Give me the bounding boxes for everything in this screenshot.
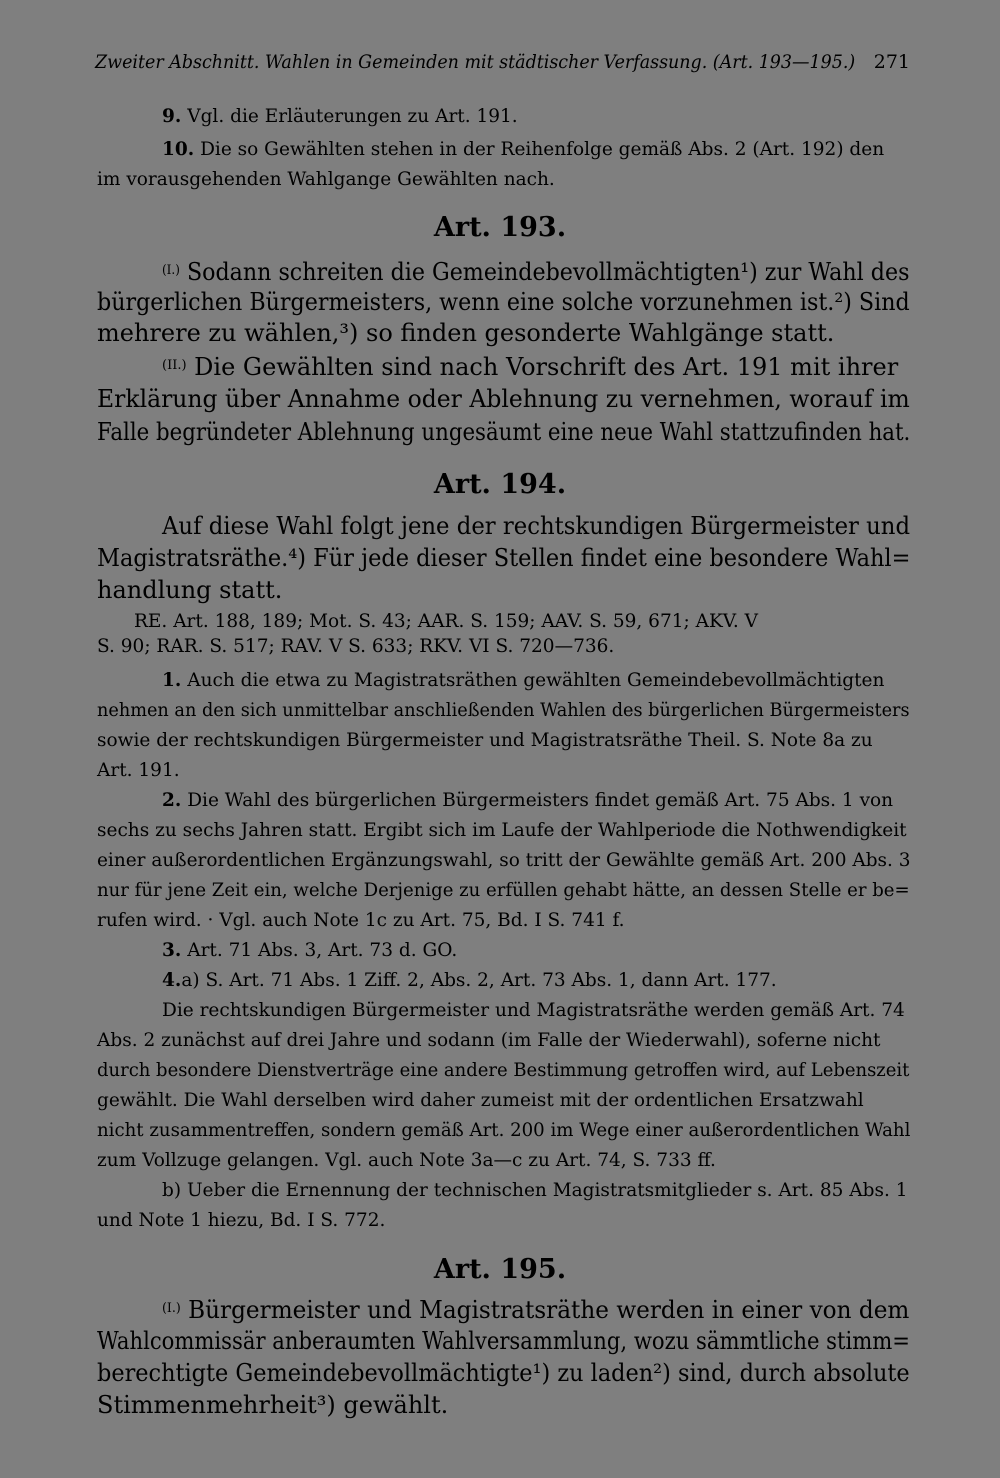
running-title: Zweiter Abschnitt. Wahlen in Gemeinden mit städtischer Verfassung. (Art. 193—195.) [95,51,856,73]
note-line: gewählt. Die Wahl derselben wird daher zumeist mit der ordentlichen Ersatzwahl [97,1090,864,1111]
note-line: einer außerordentlichen Ergänzungswahl, so tritt der Gewählte gemäß Art. 200 Abs. 3 [97,850,911,871]
note-line: 10. Die so Gewählten stehen in der Reihenfolge gemäß Abs. 2 (Art. 192) den [162,139,885,160]
article-text-line: Erklärung über Annahme oder Ablehnung zu vernehmen, worauf im [97,385,910,413]
note-line: sechs zu sechs Jahren statt. Ergibt sich im Laufe der Wahlperiode die Nothwendigkeit [97,820,907,841]
note-line: nur für jene Zeit ein, welche Derjenige zu erfüllen gehabt hätte, an dessen Stelle er be= [97,880,910,901]
note-line: nicht zusammentreffen, sondern gemäß Art. 200 im Wege einer außerordentlichen Wahl [97,1120,911,1141]
article-text-line: $^{(II.)}$ Die Gewählten sind nach Vorschrift des Art. 191 mit ihrer [162,353,899,381]
note-line: 2. Die Wahl des bürgerlichen Bürgermeisters findet gemäß Art. 75 Abs. 1 von [162,790,894,811]
article-text-line: Wahlcommissär anberaumten Wahlversammlung, wozu sämmtliche stimm= [97,1327,911,1355]
running-header [95,45,910,79]
article-text-line: berechtigte Gemeindebevollmächtigte¹) zu laden²) sind, durch absolute [97,1359,910,1387]
article-text-line: Falle begründeter Ablehnung ungesäumt eine neue Wahl stattzufinden hat. [97,418,911,446]
article-text-line: handlung statt. [97,576,283,604]
article-heading: Art. 193. [433,212,567,243]
note-line: Die rechtskundigen Bürgermeister und Magistratsräthe werden gemäß Art. 74 [162,1000,905,1021]
note-line: durch besondere Dienstverträge eine andere Bestimmung getroffen wird, auf Lebenszeit [97,1060,910,1081]
article-text-line: Auf diese Wahl folgt jene der rechtskundigen Bürgermeister und [162,512,911,540]
article-text-line: mehrere zu wählen,³) so finden gesonderte Wahlgänge statt. [97,319,835,347]
article-text-line: Magistratsräthe.⁴) Für jede dieser Stellen findet eine besondere Wahl= [97,544,911,572]
reference-line: RE. Art. 188, 189; Mot. S. 43; AAR. S. 159; AAV. S. 59, 671; AKV. V [134,611,759,632]
note-line: im vorausgehenden Wahlgange Gewählten nach. [97,169,555,190]
article-heading: Art. 195. [433,1254,567,1285]
note-line: 3. Art. 71 Abs. 3, Art. 73 d. GO. [162,940,458,961]
note-line: 1. Auch die etwa zu Magistratsräthen gewählten Gemeindebevollmächtigten [162,670,885,691]
article-text-line: $^{(I.)}$ Bürgermeister und Magistratsräthe werden in einer von dem [162,1296,910,1324]
note-line: nehmen an den sich unmittelbar anschließenden Wahlen des bürgerlichen Bürgermeisters [97,700,910,721]
note-line: rufen wird. · Vgl. auch Note 1c zu Art. 75, Bd. I S. 741 f. [97,910,625,931]
reference-line: S. 90; RAR. S. 517; RAV. V S. 633; RKV. VI S. 720—736. [97,636,615,657]
note-line: 9. Vgl. die Erläuterungen zu Art. 191. [162,106,518,127]
article-text-line: Stimmenmehrheit³) gewählt. [97,1391,449,1419]
note-line: und Note 1 hiezu, Bd. I S. 772. [97,1210,386,1231]
article-heading: Art. 194. [433,469,567,500]
note-line: sowie der rechtskundigen Bürgermeister und Magistratsräthe Theil. S. Note 8a zu [97,730,873,751]
note-line: 4.a) S. Art. 71 Abs. 1 Ziff. 2, Abs. 2, Art. 73 Abs. 1, dann Art. 177. [162,970,777,991]
note-line: Art. 191. [97,760,180,781]
note-line: Abs. 2 zunächst auf drei Jahre und sodann (im Falle der Wiederwahl), soferne nicht [97,1030,881,1051]
page-number: 271 [873,51,910,73]
note-line: zum Vollzuge gelangen. Vgl. auch Note 3a—c zu Art. 74, S. 733 ff. [97,1150,716,1171]
article-text-line: $^{(I.)}$ Sodann schreiten die Gemeindebevollmächtigten¹) zur Wahl des [162,258,910,286]
article-text-line: bürgerlichen Bürgermeisters, wenn eine solche vorzunehmen ist.²) Sind [97,288,910,316]
note-line: b) Ueber die Ernennung der technischen Magistratsmitglieder s. Art. 85 Abs. 1 [162,1180,908,1201]
